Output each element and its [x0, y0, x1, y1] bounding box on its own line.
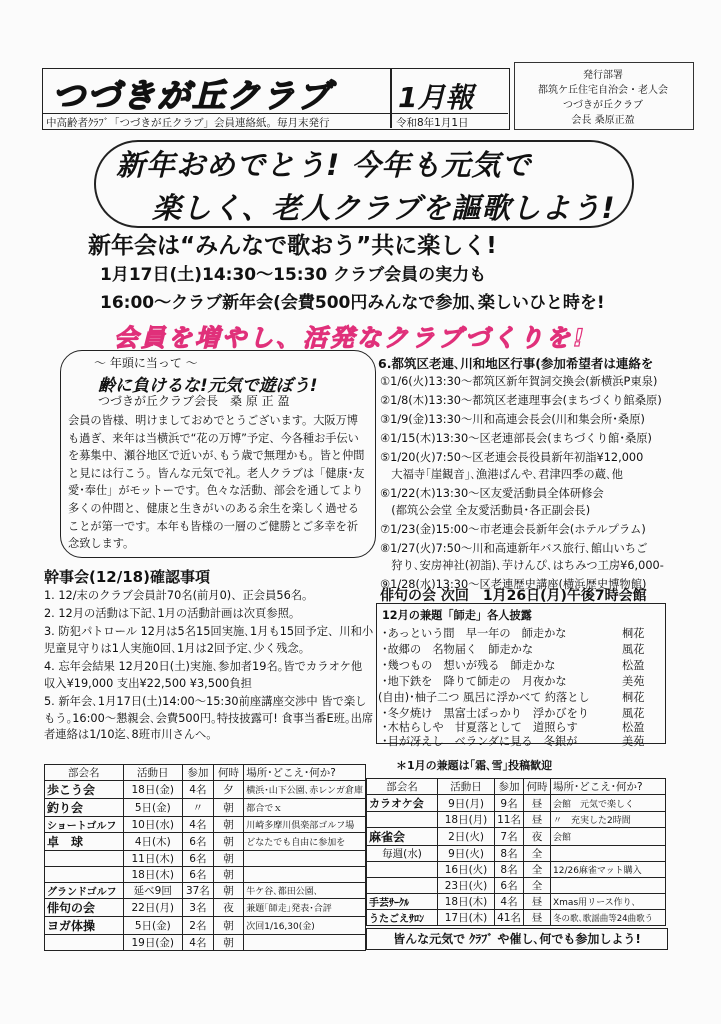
event-item: ⑨1/28(水)13:30～区老連歴史講座(横浜歴史博物館): [380, 578, 647, 591]
cell: 昼: [524, 894, 551, 910]
table-row: [367, 862, 666, 878]
kanjikai-heading: 幹事会(12/18)確認事項: [44, 568, 210, 586]
club-name: 麻雀会: [367, 828, 438, 846]
haiku-poem: ･冬夕焼け 黒富士ぽっかり 浮かびをり: [382, 707, 589, 720]
cell: 延べ9回: [123, 883, 183, 899]
club-name: 卓 球: [45, 833, 124, 851]
club-name: [367, 878, 438, 894]
cell: 22日(月): [123, 899, 183, 917]
haiku-author: 風花: [622, 707, 645, 720]
header-cell: 部会名: [367, 779, 438, 795]
cell: 8名: [495, 862, 524, 878]
events-heading: 6.都筑区老連､川和地区行事(参加希望者は連絡を: [378, 356, 654, 371]
haiku-poem: ･木枯らしや 甘夏落として 道照らす: [382, 721, 578, 734]
haiku-poem: ･目が冴えし ベランダに見る 冬銀が: [382, 735, 578, 748]
table-row: [45, 917, 366, 935]
newyear-party-heading: 新年会は“みんなで歌おう”共に楽しく!: [88, 233, 497, 259]
cell: 6名: [495, 878, 524, 894]
cell: 9日(月): [438, 795, 495, 812]
cell: 18日(木): [438, 894, 495, 910]
cell: 17日(木): [438, 910, 495, 926]
publisher-line: 発行部署: [583, 70, 623, 81]
table-row: [45, 899, 366, 917]
club-name: [45, 867, 124, 883]
cell: 牛ケ谷､都田公園､: [244, 883, 366, 899]
club-name: うたごえｻﾛﾝ: [367, 910, 438, 926]
greeting-heading: ～ 年頭に当って ～: [94, 356, 198, 370]
cell: 朝: [213, 817, 243, 833]
haiku-footer: ＊1月の兼題は｢霜､雪｣投稿歓迎: [396, 759, 553, 772]
haiku-author: 松盈: [622, 721, 645, 734]
header-divider: [390, 68, 392, 128]
greeting-body: 会員の皆様、明けましておめでとうございます。大阪万博も過ぎ、来年は当横浜で“花の万博”予定、今各種お手伝いを募集中、瀬谷地区で近いが､もう歳で無理かも。皆と仲間と見には行こう。皆んな元気で礼。老人クラブは「健康･友愛･奉仕」がモットーです。色々な活動、部会を通してより多くの仲間と、健康と生きがいのある余生を楽しく過せることが第一です。本年も皆様の一層のご健勝とご多幸を祈念致します。: [68, 414, 365, 551]
cell: 18日(金): [123, 781, 183, 799]
kanjikai-item: 5. 新年会､1月17日(土)14:00～15:30前座講座交渉中 皆で楽しもう｡16:00～懇親会､会費500円｡特技披露可! 食事当番E班｡出席者連絡は1/10迄､8班市川さんへ。: [44, 695, 374, 741]
cell: 9日(火): [438, 846, 495, 862]
issue-label: 1月報: [398, 81, 474, 114]
table-row: [45, 817, 366, 833]
cell: 4名: [183, 817, 214, 833]
publisher-line: 会長 桑原正盈: [571, 115, 635, 126]
activity-table-right: [366, 778, 666, 926]
cell: 全: [524, 878, 551, 894]
header-cell: 場所･どこえ･何か?: [551, 779, 666, 795]
newsletter-title: つづきが丘クラブ: [52, 76, 332, 115]
table-row: [367, 878, 666, 894]
club-name: カラオケ会: [367, 795, 438, 812]
cell: 兼題｢師走｣発表･合評: [244, 899, 366, 917]
club-name: 手芸ｻｰｸﾙ: [367, 894, 438, 910]
club-name: ヨガ体操: [45, 917, 124, 935]
cell: 朝: [213, 867, 243, 883]
greeting-author: つづきが丘クラブ会長 桑 原 正 盈: [98, 394, 290, 408]
event-item: (都筑公会堂 全友愛活動員･各正副会長): [380, 504, 591, 517]
club-name: グランドゴルフ: [45, 883, 124, 899]
kanjikai-item: 4. 忘年会結果 12月20日(土)実施､参加者19名｡皆でカラオケ他 収入¥19,000 支出¥22,500 ¥3,500負担: [44, 660, 363, 690]
greeting-title: 齢に負けるな!元気で遊ぼう!: [98, 376, 318, 396]
slogan: 会員を増やし、活発なクラブづくりを!: [114, 324, 587, 352]
cell: 5日(金): [123, 917, 183, 935]
banner-line-2: 楽しく、老人クラブを謳歌しよう!: [152, 191, 616, 225]
cell: 夜: [213, 899, 243, 917]
cell: [244, 867, 366, 883]
cell: 2日(火): [438, 828, 495, 846]
club-name: [45, 851, 124, 867]
haiku-box-title: 12月の兼題「師走」各人披露: [382, 609, 532, 622]
table-row: [45, 833, 366, 851]
cell: [551, 846, 666, 862]
kanjikai-item: 3. 防犯パトロール 12月は5名15回実施､1月も15回予定、川和小児童見守りは1人実施0回､1月は2回予定､少く残念。: [44, 625, 374, 655]
cell: 7名: [495, 828, 524, 846]
table-row: [45, 867, 366, 883]
haiku-author: 美苑: [622, 735, 645, 748]
cell: 10日(水): [123, 817, 183, 833]
kanjikai-item: 2. 12月の活動は下記､1月の活動計画は次頁参照。: [44, 607, 301, 620]
table-row: [45, 851, 366, 867]
kanjikai-item: 1. 12/末のクラブ会員計70名(前月0)、正会員56名。: [44, 589, 314, 602]
cell: 18日(月): [438, 812, 495, 828]
haiku-poem: ･あっという間 早一年の 師走かな: [382, 627, 567, 640]
header-subtitle: 中高齢者ｸﾗﾌﾞ「つづきが丘クラブ」会員連絡紙。毎月末発行: [46, 117, 330, 129]
header-cell: 何時: [524, 779, 551, 795]
publisher-line: 都筑ケ丘住宅自治会・老人会: [538, 85, 668, 96]
cell: 都合でｘ: [244, 799, 366, 817]
cell: 41名: [495, 910, 524, 926]
cell: 朝: [213, 883, 243, 899]
cell: Xmas用リース作り､: [551, 894, 666, 910]
cell: 冬の歌､歌謡曲等24曲歌う: [551, 910, 666, 926]
table-row: [367, 910, 666, 926]
cell: 朝: [213, 935, 243, 951]
cell: 横浜･山下公園､赤レンガ倉庫: [244, 781, 366, 799]
cell: 6名: [183, 867, 214, 883]
cell: [244, 851, 366, 867]
haiku-poem: ･幾つもの 想いが残る 師走かな: [382, 659, 556, 672]
event-item: 大福寺｢崖観音｣､漁港ばんや､君津四季の蔵､他: [380, 468, 623, 481]
cell: 全: [524, 862, 551, 878]
cell: 12/26麻雀マット購入: [551, 862, 666, 878]
event-item: ⑧1/27(火)7:50～川和高連新年バス旅行､館山いちご: [380, 542, 648, 555]
cell: 4日(木): [123, 833, 183, 851]
cell: 16日(火): [438, 862, 495, 878]
cell: 全: [524, 846, 551, 862]
publisher-line: つづきが丘クラブ: [563, 100, 643, 111]
table-footer-slogan: 皆んな元気で ｸﾗﾌﾞ や催し､何でも参加しよう!: [366, 928, 668, 950]
haiku-author: 桐花: [622, 627, 645, 640]
header-cell: 部会名: [45, 765, 124, 781]
cell: 朝: [213, 799, 243, 817]
cell: [244, 935, 366, 951]
club-name: 毎週(水): [367, 846, 438, 862]
cell: 2名: [183, 917, 214, 935]
club-name: [367, 812, 438, 828]
table-row: [367, 828, 666, 846]
cell: 朝: [213, 917, 243, 935]
cell: 朝: [213, 833, 243, 851]
haiku-author: 松盈: [622, 659, 645, 672]
cell: 昼: [524, 910, 551, 926]
haiku-author: 美苑: [622, 675, 645, 688]
table-row: [45, 781, 366, 799]
table-row: [45, 935, 366, 951]
event-item: ⑦1/23(金)15:00～市老連会長新年会(ホテルプラム): [380, 523, 646, 536]
cell: 18日(木): [123, 867, 183, 883]
cell: 会館: [551, 828, 666, 846]
event-item: ④1/15(木)13:30～区老連部長会(まちづくり館･桑原): [380, 432, 652, 445]
header-cell: 何時: [213, 765, 243, 781]
event-item: ③1/9(金)13:30～川和高連会長会(川和集会所･桑原): [380, 413, 645, 426]
banner-line-1: 新年おめでとう! 今年も元気で: [116, 148, 532, 182]
club-name: 釣り会: [45, 799, 124, 817]
cell: 5日(金): [123, 799, 183, 817]
club-name: ショートゴルフ: [45, 817, 124, 833]
table-row: [45, 883, 366, 899]
header-cell: 活動日: [123, 765, 183, 781]
club-name: [367, 862, 438, 878]
table-header-row: [45, 765, 366, 781]
haiku-author: 風花: [622, 643, 645, 656]
cell: 6名: [183, 851, 214, 867]
header-cell: 場所･どこえ･何か?: [244, 765, 366, 781]
cell: 6名: [183, 833, 214, 851]
party-time-2: 16:00～クラブ新年会(会費500円みんなで参加､楽しいひと時を!: [100, 293, 605, 313]
activity-table-left: [44, 764, 366, 951]
club-name: 歩こう会: [45, 781, 124, 799]
party-time-1: 1月17日(土)14:30～15:30 クラブ会員の実力も: [100, 265, 487, 285]
header-cell: 活動日: [438, 779, 495, 795]
cell: 昼: [524, 812, 551, 828]
cell: 9名: [495, 795, 524, 812]
issue-date: 令和8年1月1日: [396, 117, 469, 129]
cell: 夕: [213, 781, 243, 799]
haiku-author: 桐花: [622, 691, 645, 704]
table-row: [367, 846, 666, 862]
cell: 37名: [183, 883, 214, 899]
header-cell: 参加: [183, 765, 214, 781]
haiku-heading: 俳句の会 次回 1月26日(月)午後7時会館: [380, 588, 647, 604]
cell: 11名: [495, 812, 524, 828]
cell: 朝: [213, 851, 243, 867]
event-item: ①1/6(火)13:30～都筑区新年賀詞交換会(新横浜P東泉): [380, 375, 658, 388]
cell: 昼: [524, 795, 551, 812]
event-item: 狩り､安房神社(初詣)､芋けんぴ､はちみつ工房¥6,000-: [380, 559, 664, 572]
haiku-poem: ･故郷の 名物届く 師走かな: [382, 643, 534, 656]
cell: [551, 878, 666, 894]
event-item: ⑥1/22(木)13:30～区友愛活動員全体研修会: [380, 487, 604, 500]
cell: 〃 充実した2時間: [551, 812, 666, 828]
club-name: 俳句の会: [45, 899, 124, 917]
cell: 4名: [183, 781, 214, 799]
cell: どなたでも自由に参加を: [244, 833, 366, 851]
cell: 〃: [183, 799, 214, 817]
cell: 会館 元気で楽しく: [551, 795, 666, 812]
cell: 川崎多摩川倶楽部ゴルフ場: [244, 817, 366, 833]
cell: 19日(金): [123, 935, 183, 951]
table-row: [367, 812, 666, 828]
cell: 11日(木): [123, 851, 183, 867]
haiku-poem: (自由)･柚子二つ 風呂に浮かべて 約落とし: [378, 691, 590, 704]
table-header-row: [367, 779, 666, 795]
header-cell: 参加: [495, 779, 524, 795]
cell: 4名: [495, 894, 524, 910]
table-row: [45, 799, 366, 817]
table-row: [367, 795, 666, 812]
club-name: [45, 935, 124, 951]
table-row: [367, 894, 666, 910]
cell: 23日(火): [438, 878, 495, 894]
cell: 8名: [495, 846, 524, 862]
haiku-poem: ･地下鉄を 降りて師走の 月夜かな: [382, 675, 567, 688]
cell: 4名: [183, 935, 214, 951]
cell: 3名: [183, 899, 214, 917]
event-item: ⑤1/20(火)7:50～区老連会長役員新年初詣¥12,000: [380, 451, 644, 464]
cell: 次回1/16,30(金): [244, 917, 366, 935]
cell: 夜: [524, 828, 551, 846]
event-item: ②1/8(木)13:30～都筑区老連理事会(まちづくり館桑原): [380, 394, 662, 407]
